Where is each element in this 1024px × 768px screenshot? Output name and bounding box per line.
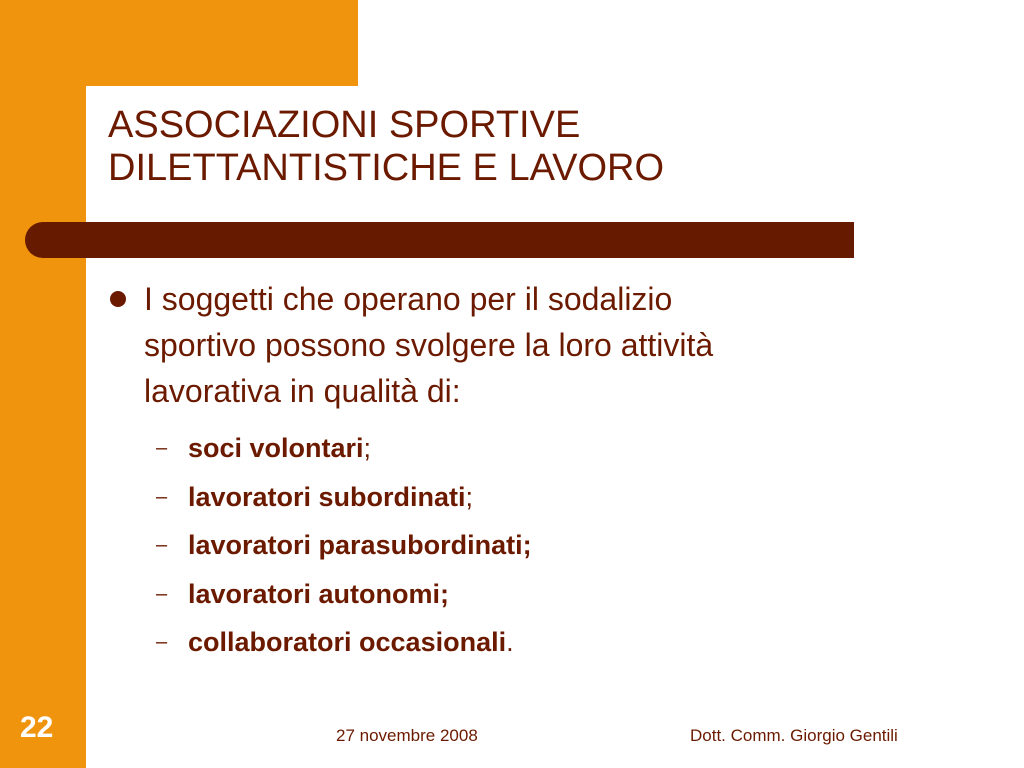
dash-bullet-icon: – [156,485,168,508]
dash-bullet-icon: – [156,437,168,459]
sub-bullet-item [108,424,908,473]
dash-bullet-icon: – [156,631,168,653]
orange-top-block [0,0,358,86]
footer-date: 27 novembre 2008 [336,726,478,745]
slide-title [108,104,868,190]
title-line-2: DILETTANTISTICHE E LAVORO [108,147,665,189]
sub-item-label: lavoratori subordinati [188,481,466,512]
sub-item-suffix: ; [363,433,372,463]
sub-bullet-item [108,618,908,667]
title-divider-bar [25,222,854,258]
sub-bullet-list [108,424,908,667]
orange-side-band [0,0,86,768]
sub-item-label: lavoratori parasubordinati; [188,530,532,560]
main-bullet [108,276,908,414]
slide-number: 22 [20,711,54,744]
sub-item-label: collaboratori occasionali [188,627,507,657]
bullet-text-line-2: sportivo possono svolgere la loro attività [144,327,714,363]
bullet-text-line-1: I soggetti che operano per il sodalizio [144,281,673,317]
dash-bullet-icon: – [156,582,168,605]
sub-item-suffix: ; [465,481,474,512]
sub-item-label: soci volontari [188,433,364,463]
bullet-dot-icon [110,291,126,307]
sub-bullet-item [108,521,908,570]
sub-bullet-item [108,473,908,522]
sub-bullet-item [108,570,908,619]
bullet-text-line-3: lavorativa in qualità di: [144,373,461,409]
title-line-1: ASSOCIAZIONI SPORTIVE [108,104,581,146]
sub-item-suffix: . [506,627,514,657]
dash-bullet-icon: – [156,534,168,556]
sub-item-label: lavoratori autonomi; [188,578,450,609]
footer-author: Dott. Comm. Giorgio Gentili [690,726,898,745]
slide-body [108,276,908,667]
